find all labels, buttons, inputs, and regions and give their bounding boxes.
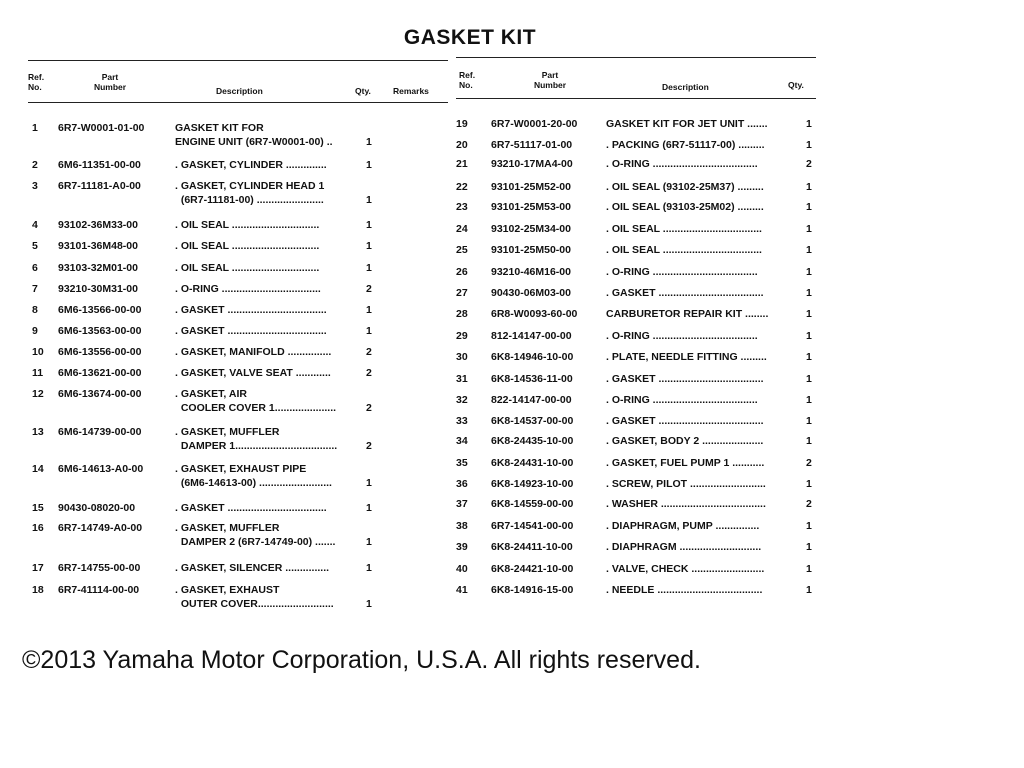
- header-qty-left: Qty.: [355, 86, 371, 96]
- page-title: GASKET KIT: [403, 26, 537, 49]
- header-part-left: Part Number: [93, 72, 127, 92]
- header-part-right: Part Number: [533, 70, 567, 90]
- header-underline-right: [456, 98, 816, 99]
- header-description-left: Description: [216, 86, 263, 96]
- header-qty-right: Qty.: [788, 80, 804, 90]
- copyright-notice: ©2013 Yamaha Motor Corporation, U.S.A. All rights reserved.: [22, 646, 701, 674]
- header-description-right: Description: [662, 82, 709, 92]
- header-rule-right: [456, 57, 816, 58]
- header-ref-right: Ref. No.: [459, 70, 476, 90]
- header-underline-left: [28, 102, 448, 103]
- header-ref-left: Ref. No.: [28, 72, 45, 92]
- header-remarks-left: Remarks: [393, 86, 429, 96]
- header-rule-left: [28, 60, 448, 61]
